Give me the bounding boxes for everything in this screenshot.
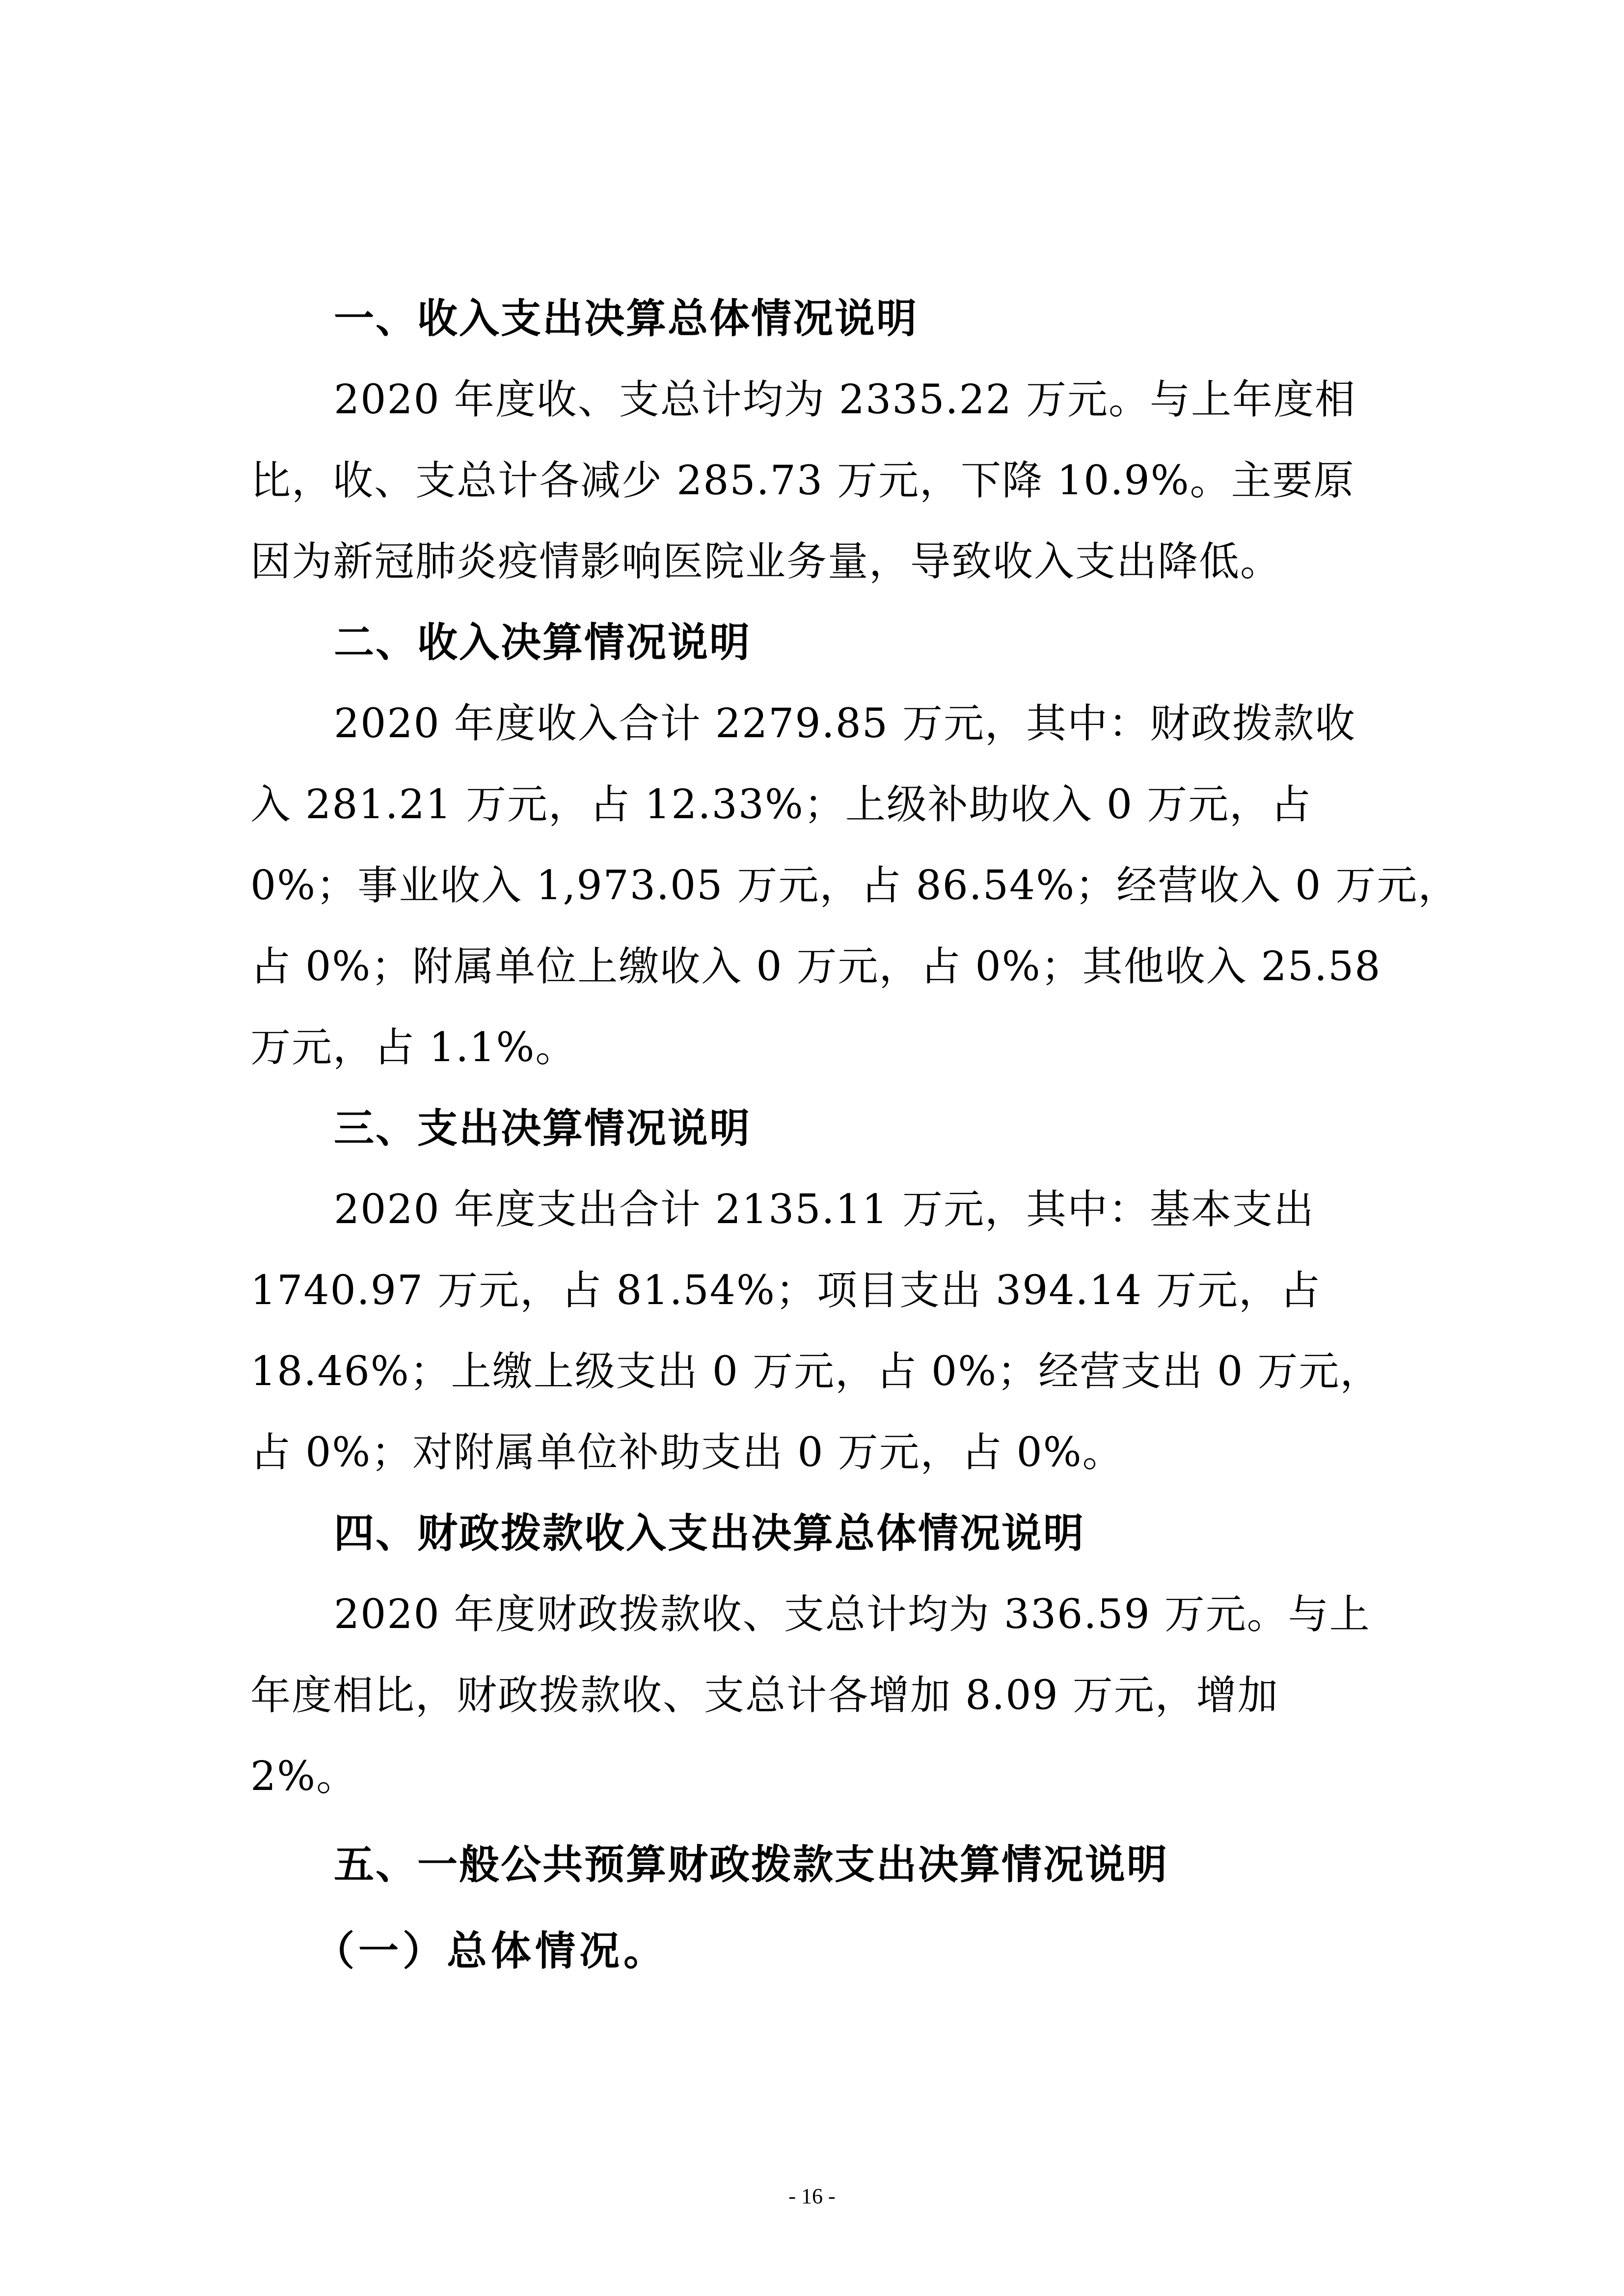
section-4-line-3: 2%。 <box>250 1753 358 1800</box>
section-1-heading: 一、收入支出决算总体情况说明 <box>334 295 919 342</box>
section-5-subheading: （一）总体情况。 <box>314 1927 668 1975</box>
section-2-line-4: 占 0%；附属单位上缴收入 0 万元，占 0%；其他收入 25.58 <box>250 943 1381 990</box>
section-2-line-2: 入 281.21 万元，占 12.33%；上级补助收入 0 万元，占 <box>250 781 1312 828</box>
section-4-line-1: 2020 年度财政拨款收、支总计均为 336.59 万元。与上 <box>334 1591 1371 1638</box>
section-2-line-5: 万元，占 1.1%。 <box>250 1024 577 1071</box>
section-4-heading: 四、财政拨款收入支出决算总体情况说明 <box>334 1510 1085 1557</box>
section-1-line-1: 2020 年度收、支总计均为 2335.22 万元。与上年度相 <box>334 376 1356 423</box>
section-3-line-3: 18.46%；上缴上级支出 0 万元，占 0%；经营支出 0 万元， <box>250 1348 1381 1395</box>
section-3-line-1: 2020 年度支出合计 2135.11 万元，其中：基本支出 <box>334 1186 1315 1233</box>
section-2-heading: 二、收入决算情况说明 <box>334 619 752 666</box>
section-4-line-2: 年度相比，财政拨款收、支总计各增加 8.09 万元，增加 <box>250 1672 1279 1719</box>
section-2-line-1: 2020 年度收入合计 2279.85 万元，其中：财政拨款收 <box>334 700 1356 747</box>
section-1-line-3: 因为新冠肺炎疫情影响医院业务量，导致收入支出降低。 <box>250 538 1282 585</box>
section-5-heading: 五、一般公共预算财政拨款支出决算情况说明 <box>334 1842 1169 1888</box>
section-3-line-4: 占 0%；对附属单位补助支出 0 万元，占 0%。 <box>250 1429 1124 1476</box>
section-2-line-3: 0%；事业收入 1,973.05 万元，占 86.54%；经营收入 0 万元， <box>250 862 1460 909</box>
section-3-heading: 三、支出决算情况说明 <box>334 1105 752 1152</box>
section-1-line-2: 比，收、支总计各减少 285.73 万元，下降 10.9%。主要原 <box>250 457 1355 504</box>
section-3-line-2: 1740.97 万元，占 81.54%；项目支出 394.14 万元，占 <box>250 1267 1321 1314</box>
page-number: - 16 - <box>788 2184 836 2208</box>
